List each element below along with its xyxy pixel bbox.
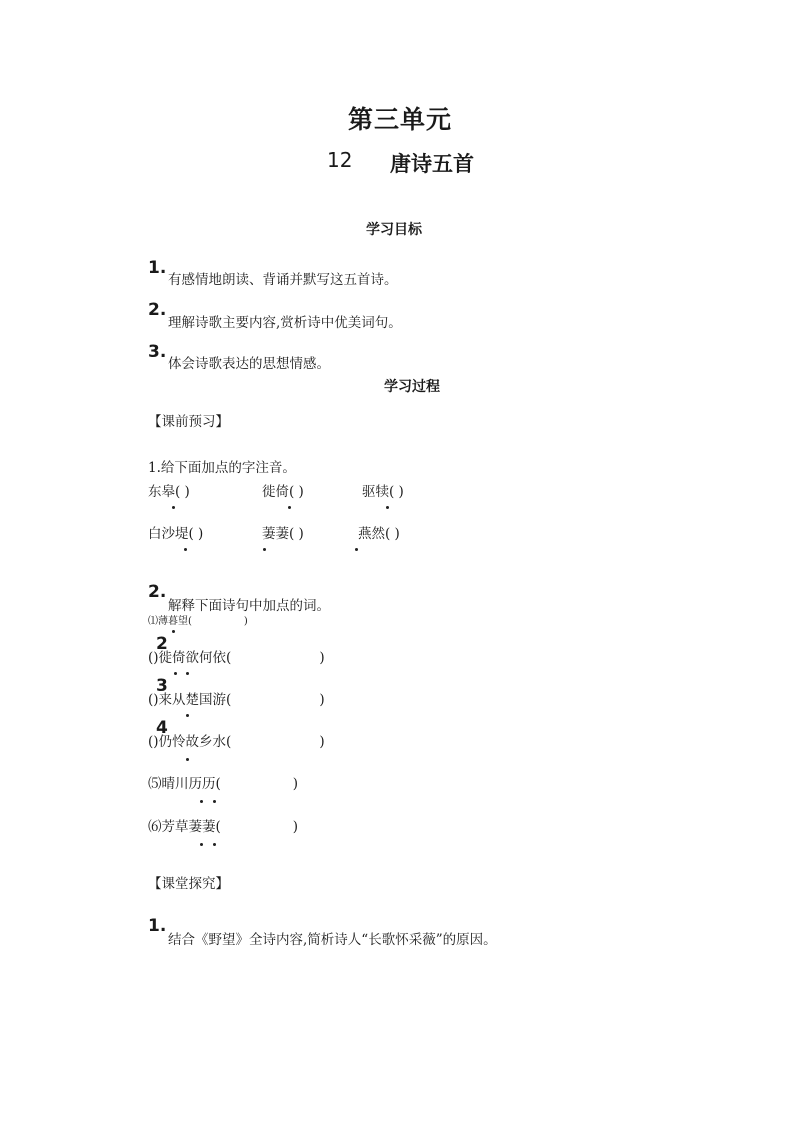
emphasis-dot: [263, 548, 266, 551]
definition-item: [148, 772, 298, 792]
pinyin-blank[interactable]: 萋萋( ): [262, 526, 304, 542]
q1-text: 给下面加点的字注音。: [160, 460, 296, 476]
definition-close: ): [292, 776, 299, 792]
goal-text: 体会诗歌表达的思想情感。: [168, 356, 330, 372]
inquiry-q1-number: 1.: [148, 916, 167, 936]
item-number: 2: [156, 634, 168, 654]
emphasis-dot: [172, 630, 175, 633]
definition-item: [148, 646, 325, 666]
goals-heading: 学习目标: [366, 222, 422, 238]
pinyin-blank[interactable]: 东皋( ): [148, 484, 190, 500]
definition-label: )仍怜故乡水(: [153, 734, 232, 750]
definition-close: ): [243, 616, 248, 627]
emphasis-dot: [213, 843, 216, 846]
emphasis-dot: [186, 672, 189, 675]
unit-title: 第三单元: [347, 105, 452, 134]
emphasis-dot: [200, 800, 203, 803]
goal-number: 3.: [148, 342, 167, 362]
emphasis-dot: [355, 548, 358, 551]
goal-text: 有感情地朗读、背诵并默写这五首诗。: [168, 272, 398, 288]
emphasis-dot: [186, 758, 189, 761]
process-heading: 学习过程: [384, 379, 440, 395]
emphasis-dot: [172, 506, 175, 509]
goal-number: 2.: [148, 300, 167, 320]
definition-label: ⑹芳草萋萋(: [148, 819, 221, 835]
q1-number: 1.: [148, 460, 161, 476]
open-paren: (: [148, 650, 154, 666]
lesson-number: 12: [327, 148, 353, 172]
emphasis-dot: [174, 672, 177, 675]
item-number: 3: [156, 676, 168, 696]
inquiry-q1-text: 结合《野望》全诗内容,简析诗人“长歌怀采薇”的原因。: [168, 932, 497, 948]
definition-close: ): [319, 734, 325, 750]
definition-item: [148, 730, 325, 750]
pinyin-blank[interactable]: 驱犊( ): [362, 484, 404, 500]
emphasis-dot: [184, 548, 187, 551]
definition-label: ⑴薄暮望(: [148, 616, 192, 627]
definition-label: ⑸晴川历历(: [148, 776, 221, 792]
goal-number: 1.: [148, 258, 167, 278]
emphasis-dot: [186, 714, 189, 717]
preview-heading: 【课前预习】: [148, 414, 229, 430]
q2-text: 解释下面诗句中加点的词。: [168, 598, 330, 614]
definition-label: )来从楚国游(: [153, 692, 232, 708]
open-paren: (: [148, 734, 154, 750]
definition-close: ): [319, 692, 325, 708]
q1-stem: [148, 456, 296, 476]
item-number: 4: [156, 718, 168, 738]
pinyin-blank[interactable]: 燕然( ): [358, 526, 400, 542]
goal-text: 理解诗歌主要内容,赏析诗中优美词句。: [168, 315, 402, 331]
definition-close: ): [292, 819, 299, 835]
definition-item: [148, 612, 248, 627]
definition-item: [148, 688, 325, 708]
emphasis-dot: [200, 843, 203, 846]
definition-label: )徙倚欲何依(: [153, 650, 232, 666]
q2-number: 2.: [148, 582, 167, 602]
emphasis-dot: [386, 506, 389, 509]
emphasis-dot: [213, 800, 216, 803]
definition-close: ): [319, 650, 325, 666]
definition-item: [148, 815, 298, 835]
emphasis-dot: [288, 506, 291, 509]
open-paren: (: [148, 692, 154, 708]
pinyin-blank[interactable]: 白沙堤( ): [148, 526, 204, 542]
pinyin-blank[interactable]: 徙倚( ): [262, 484, 304, 500]
lesson-title: 唐诗五首: [390, 151, 474, 176]
inquiry-heading: 【课堂探究】: [148, 876, 229, 892]
